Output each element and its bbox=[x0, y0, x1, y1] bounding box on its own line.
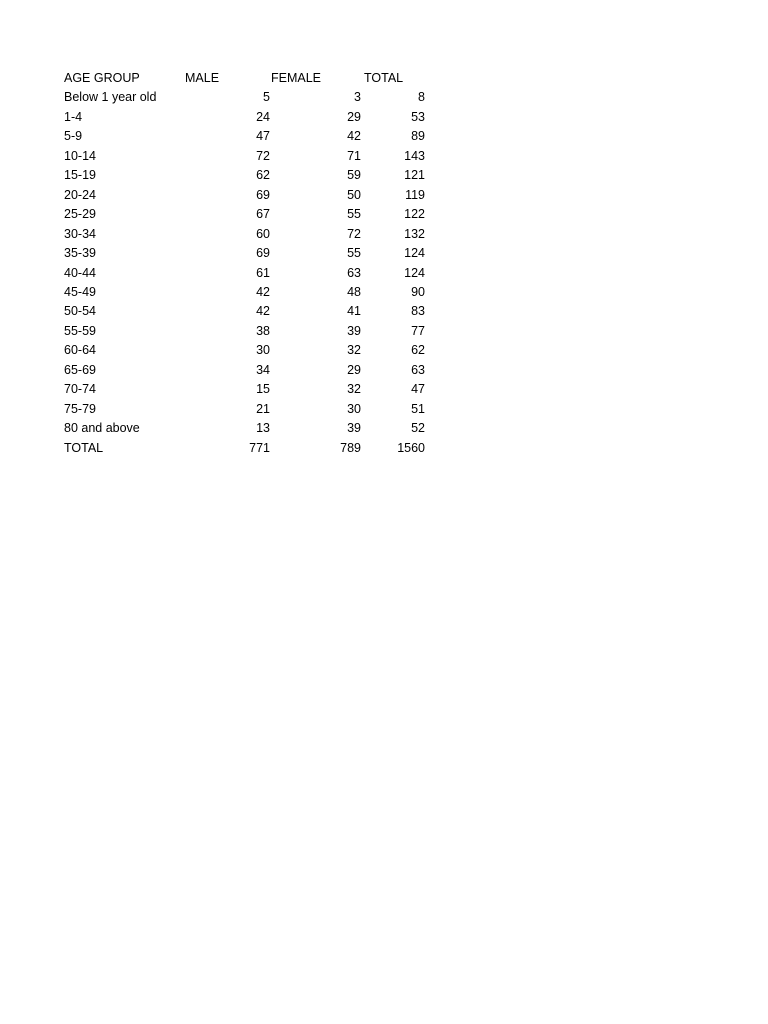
total-cell: 122 bbox=[404, 207, 425, 222]
total-cell: 90 bbox=[411, 284, 425, 299]
female-cell: 55 bbox=[347, 207, 361, 222]
total-cell: 52 bbox=[411, 421, 425, 436]
table-row bbox=[64, 283, 425, 302]
female-cell: 63 bbox=[347, 265, 361, 280]
header-male: MALE bbox=[185, 71, 220, 85]
female-cell: 3 bbox=[354, 90, 361, 105]
table-row bbox=[64, 322, 425, 341]
total-cell: 89 bbox=[411, 129, 425, 144]
age-cell: 65-69 bbox=[64, 362, 96, 377]
male-cell: 30 bbox=[256, 343, 270, 358]
spreadsheet-page bbox=[64, 69, 425, 458]
table-row bbox=[64, 166, 425, 185]
age-cell: 40-44 bbox=[64, 265, 96, 280]
table-row bbox=[64, 361, 425, 380]
male-cell: 60 bbox=[256, 226, 270, 241]
table-row bbox=[64, 419, 425, 438]
male-cell: 62 bbox=[256, 168, 270, 183]
total-cell: 124 bbox=[404, 265, 425, 280]
age-cell: 55-59 bbox=[64, 323, 96, 338]
table-row bbox=[64, 341, 425, 360]
table-body bbox=[64, 88, 425, 438]
male-cell: 72 bbox=[256, 148, 270, 163]
female-cell: 30 bbox=[347, 401, 361, 416]
table-row bbox=[64, 186, 425, 205]
table-row bbox=[64, 380, 425, 399]
male-cell: 15 bbox=[256, 382, 270, 397]
total-cell: 77 bbox=[411, 323, 425, 338]
male-cell: 47 bbox=[256, 129, 270, 144]
table-row bbox=[64, 400, 425, 419]
header-age-group: AGE GROUP bbox=[64, 71, 140, 85]
female-cell: 48 bbox=[347, 284, 361, 299]
age-cell: 20-24 bbox=[64, 187, 96, 202]
female-cell: 32 bbox=[347, 343, 361, 358]
age-cell: 30-34 bbox=[64, 226, 96, 241]
total-cell: 63 bbox=[411, 362, 425, 377]
age-cell: Below 1 year old bbox=[64, 90, 157, 105]
total-cell: 8 bbox=[418, 90, 425, 105]
age-cell: 60-64 bbox=[64, 343, 96, 358]
total-cell: 121 bbox=[404, 168, 425, 183]
totals-female: 789 bbox=[340, 440, 361, 455]
table-row bbox=[64, 127, 425, 146]
age-cell: 70-74 bbox=[64, 382, 96, 397]
female-cell: 71 bbox=[347, 148, 361, 163]
female-cell: 42 bbox=[347, 129, 361, 144]
female-cell: 55 bbox=[347, 246, 361, 261]
female-cell: 39 bbox=[347, 323, 361, 338]
female-cell: 41 bbox=[347, 304, 361, 319]
totals-label: TOTAL bbox=[64, 440, 104, 455]
age-group-table bbox=[64, 69, 425, 458]
total-cell: 143 bbox=[404, 148, 425, 163]
totals-total: 1560 bbox=[397, 440, 425, 455]
header-female: FEMALE bbox=[271, 71, 322, 85]
male-cell: 21 bbox=[256, 401, 270, 416]
female-cell: 59 bbox=[347, 168, 361, 183]
age-cell: 35-39 bbox=[64, 246, 96, 261]
male-cell: 69 bbox=[256, 246, 270, 261]
female-cell: 39 bbox=[347, 421, 361, 436]
male-cell: 24 bbox=[256, 109, 270, 124]
male-cell: 42 bbox=[256, 304, 270, 319]
female-cell: 29 bbox=[347, 362, 361, 377]
table-row bbox=[64, 108, 425, 127]
female-cell: 29 bbox=[347, 109, 361, 124]
female-cell: 50 bbox=[347, 187, 361, 202]
male-cell: 34 bbox=[256, 362, 270, 377]
total-cell: 53 bbox=[411, 109, 425, 124]
age-cell: 1-4 bbox=[64, 109, 83, 124]
age-cell: 45-49 bbox=[64, 284, 96, 299]
table-row bbox=[64, 264, 425, 283]
female-cell: 32 bbox=[347, 382, 361, 397]
age-cell: 10-14 bbox=[64, 148, 96, 163]
table-row bbox=[64, 205, 425, 224]
total-cell: 62 bbox=[411, 343, 425, 358]
age-cell: 50-54 bbox=[64, 304, 96, 319]
total-cell: 119 bbox=[405, 187, 425, 202]
totals-row bbox=[64, 439, 425, 458]
male-cell: 13 bbox=[256, 421, 270, 436]
male-cell: 69 bbox=[256, 187, 270, 202]
totals-male: 771 bbox=[249, 440, 270, 455]
table-row bbox=[64, 88, 425, 107]
male-cell: 5 bbox=[263, 90, 270, 105]
male-cell: 38 bbox=[256, 323, 270, 338]
header-row bbox=[64, 69, 425, 88]
table-row bbox=[64, 147, 425, 166]
age-cell: 15-19 bbox=[64, 168, 96, 183]
age-cell: 5-9 bbox=[64, 129, 83, 144]
age-cell: 75-79 bbox=[64, 401, 96, 416]
female-cell: 72 bbox=[347, 226, 361, 241]
male-cell: 42 bbox=[256, 284, 270, 299]
age-cell: 80 and above bbox=[64, 421, 140, 436]
male-cell: 61 bbox=[256, 265, 270, 280]
table-row bbox=[64, 302, 425, 321]
total-cell: 47 bbox=[411, 382, 425, 397]
total-cell: 51 bbox=[411, 401, 425, 416]
total-cell: 132 bbox=[404, 226, 425, 241]
age-cell: 25-29 bbox=[64, 207, 96, 222]
total-cell: 124 bbox=[404, 246, 425, 261]
header-total: TOTAL bbox=[364, 71, 404, 85]
table-row bbox=[64, 244, 425, 263]
table-row bbox=[64, 225, 425, 244]
male-cell: 67 bbox=[256, 207, 270, 222]
total-cell: 83 bbox=[411, 304, 425, 319]
